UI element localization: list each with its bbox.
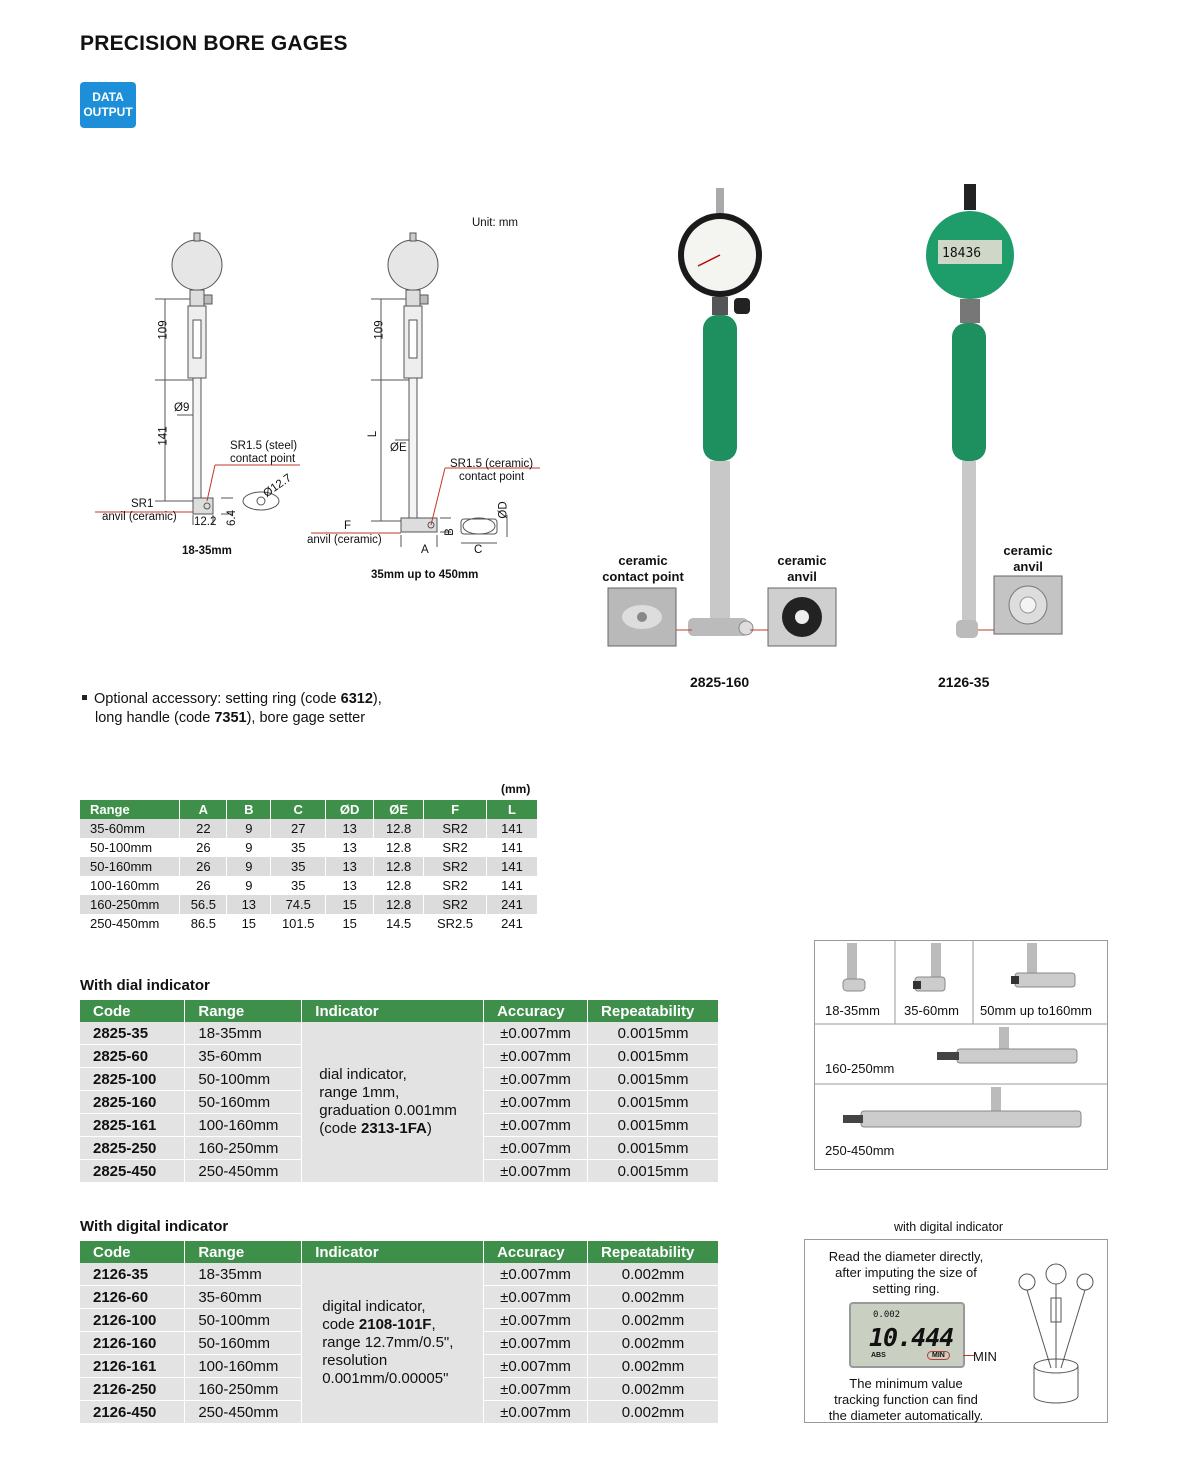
dim-109-right: 109 (373, 320, 386, 340)
code-cell: 2825-60 (80, 1045, 185, 1068)
table-cell: 160-250mm (80, 895, 180, 914)
dimension-table (80, 800, 538, 933)
code-cell: 2126-160 (80, 1332, 185, 1355)
repeatability-cell: 0.002mm (588, 1378, 719, 1401)
spec-col-header: Range (185, 1241, 302, 1263)
table-cell: 241 (487, 914, 538, 933)
table-cell: 50-160mm (80, 857, 180, 876)
range-cell: 35-60mm (185, 1045, 302, 1068)
range-cell: 250-450mm (185, 1401, 302, 1424)
code-cell: 2126-161 (80, 1355, 185, 1378)
accuracy-cell: ±0.007mm (484, 1378, 588, 1401)
digital-section-title: With digital indicator (80, 1218, 229, 1235)
ceramic-anvil-label-a2: anvil (787, 569, 817, 584)
repeatability-cell: 0.0015mm (588, 1091, 719, 1114)
table-cell: 12.8 (374, 857, 424, 876)
code-cell: 2126-250 (80, 1378, 185, 1401)
table-cell: 15 (326, 895, 374, 914)
lcd-display: 0.002 10.444 ABS MIN (849, 1302, 965, 1368)
table-cell: 26 (180, 876, 227, 895)
ceramic-anvil-label-a1: ceramic (777, 553, 827, 568)
anvil-label-right-2: anvil (ceramic) (307, 534, 382, 546)
dim-col-header: B (227, 800, 271, 819)
repeatability-cell: 0.0015mm (588, 1137, 719, 1160)
table-row (80, 857, 538, 876)
repeatability-cell: 0.002mm (588, 1263, 719, 1286)
table-cell: 56.5 (180, 895, 227, 914)
setting-ring-illustration (1011, 1258, 1101, 1408)
contact-label-right-2: contact point (459, 471, 525, 483)
table-cell: 100-160mm (80, 876, 180, 895)
ceramic-anvil-label-b (994, 543, 1062, 575)
digital-reading: 18436 (942, 246, 982, 261)
table-cell: 35-60mm (80, 819, 180, 838)
read-line-2: after imputing the size of (835, 1265, 977, 1280)
contact-label-right-1: SR1.5 (ceramic) (450, 458, 534, 470)
digital-info-box (804, 1239, 1108, 1423)
variant-50-160: 50mm up to160mm (980, 1003, 1092, 1018)
repeatability-cell: 0.0015mm (588, 1114, 719, 1137)
table-cell: 35 (271, 838, 326, 857)
badge-line-1: DATA (92, 90, 124, 104)
table-row (80, 876, 538, 895)
bullet-icon (82, 695, 87, 700)
dim-col-header: A (180, 800, 227, 819)
dial-face-right (388, 240, 438, 290)
table-cell: 9 (227, 857, 271, 876)
contact-label-left-2: contact point (230, 453, 296, 465)
dim-B-label: B (443, 528, 456, 536)
table-cell: 15 (326, 914, 374, 933)
table-cell: 50-100mm (80, 838, 180, 857)
accuracy-cell: ±0.007mm (484, 1137, 588, 1160)
table-row (80, 838, 538, 857)
repeatability-cell: 0.0015mm (588, 1022, 719, 1045)
dim-col-header: ØD (326, 800, 374, 819)
repeatability-cell: 0.002mm (588, 1286, 719, 1309)
dim-col-header: F (424, 800, 487, 819)
ceramic-anvil-label-b2: anvil (1013, 559, 1043, 574)
caption-35-450: 35mm up to 450mm (371, 569, 479, 581)
table-cell: SR2 (424, 838, 487, 857)
spec-col-header: Code (80, 1241, 185, 1263)
table-cell: 241 (487, 895, 538, 914)
code-cell: 2825-35 (80, 1022, 185, 1045)
badge-line-2: OUTPUT (83, 105, 133, 119)
table-cell: SR2 (424, 895, 487, 914)
read-line-3: setting ring. (872, 1281, 940, 1296)
repeatability-cell: 0.0015mm (588, 1045, 719, 1068)
ceramic-anvil-label-a (768, 553, 836, 585)
code-cell: 2126-35 (80, 1263, 185, 1286)
repeatability-cell: 0.0015mm (588, 1160, 719, 1183)
contact-label-left-1: SR1.5 (steel) (230, 440, 298, 452)
variant-250-450: 250-450mm (825, 1143, 895, 1158)
table-cell: 22 (180, 819, 227, 838)
table-row (80, 914, 538, 933)
range-cell: 160-250mm (185, 1137, 302, 1160)
spec-col-header: Accuracy (484, 1000, 588, 1022)
range-cell: 35-60mm (185, 1286, 302, 1309)
digital-info-caption: with digital indicator (894, 1220, 1004, 1234)
table-cell: 9 (227, 876, 271, 895)
dial-section-title: With dial indicator (80, 977, 210, 994)
ceramic-contact-label-2: contact point (602, 569, 684, 584)
model-dial: 2825-160 (690, 674, 750, 690)
dim-6-4-label: 6.4 (226, 510, 238, 526)
dim-col-header: L (487, 800, 538, 819)
table-cell: 141 (487, 857, 538, 876)
track-line-2: tracking function can find (834, 1392, 978, 1407)
table-row (80, 819, 538, 838)
dia-9-label: Ø9 (174, 402, 190, 414)
min-label: MIN (973, 1349, 997, 1364)
accuracy-cell: ±0.007mm (484, 1401, 588, 1424)
dim-A-label: A (421, 544, 429, 556)
table-cell: 35 (271, 876, 326, 895)
table-cell: 141 (487, 838, 538, 857)
lcd-value: 10.444 (869, 1323, 954, 1352)
table-cell: 13 (326, 857, 374, 876)
dim-141-left: 141 (157, 426, 170, 446)
range-cell: 50-160mm (185, 1332, 302, 1355)
dia-E-label: ØE (390, 442, 407, 454)
dim-col-header: C (271, 800, 326, 819)
accuracy-cell: ±0.007mm (484, 1068, 588, 1091)
accessory-note: Optional accessory: setting ring (code 6312), long handle (code 7351), bore gage setter (82, 690, 382, 728)
spec-col-header: Range (185, 1000, 302, 1022)
repeatability-cell: 0.0015mm (588, 1068, 719, 1091)
table-cell: 74.5 (271, 895, 326, 914)
table-cell: SR2 (424, 819, 487, 838)
accuracy-cell: ±0.007mm (484, 1114, 588, 1137)
table-cell: 9 (227, 819, 271, 838)
table-cell: 15 (227, 914, 271, 933)
table-cell: 13 (326, 819, 374, 838)
range-cell: 18-35mm (185, 1022, 302, 1045)
table-cell: 26 (180, 857, 227, 876)
data-output-badge (80, 82, 136, 128)
code-cell: 2825-450 (80, 1160, 185, 1183)
anvil-variants-box (814, 940, 1108, 1170)
table-cell: 26 (180, 838, 227, 857)
repeatability-cell: 0.002mm (588, 1332, 719, 1355)
anvil-label-left-2: anvil (ceramic) (102, 511, 177, 523)
accuracy-cell: ±0.007mm (484, 1263, 588, 1286)
ceramic-anvil-label-b1: ceramic (1003, 543, 1053, 558)
dim-col-header: ØE (374, 800, 424, 819)
repeatability-cell: 0.002mm (588, 1309, 719, 1332)
product-photos (600, 180, 1080, 660)
accuracy-cell: ±0.007mm (484, 1355, 588, 1378)
repeatability-cell: 0.002mm (588, 1401, 719, 1424)
table-cell: 12.8 (374, 819, 424, 838)
spec-col-header: Repeatability (588, 1000, 719, 1022)
variant-160-250: 160-250mm (825, 1061, 895, 1076)
dim-C-label: C (474, 544, 483, 556)
caption-18-35: 18-35mm (182, 545, 232, 557)
track-line-3: the diameter automatically. (828, 1408, 984, 1423)
code-cell: 2126-450 (80, 1401, 185, 1424)
table-cell: 27 (271, 819, 326, 838)
table-cell: 14.5 (374, 914, 424, 933)
dim-col-header: Range (80, 800, 180, 819)
accuracy-cell: ±0.007mm (484, 1045, 588, 1068)
spec-col-header: Indicator (302, 1000, 484, 1022)
range-cell: 160-250mm (185, 1378, 302, 1401)
range-cell: 250-450mm (185, 1160, 302, 1183)
accuracy-cell: ±0.007mm (484, 1332, 588, 1355)
code-cell: 2825-250 (80, 1137, 185, 1160)
repeatability-cell: 0.002mm (588, 1355, 719, 1378)
anvil-label-right-1: F (344, 520, 352, 532)
code-cell: 2126-100 (80, 1309, 185, 1332)
dim-L-label: L (367, 430, 380, 438)
table-cell: SR2.5 (424, 914, 487, 933)
dim-12-2-label: 12.2 (194, 516, 217, 528)
diagram-unit: Unit: mm (472, 217, 518, 229)
table-cell: 12.8 (374, 876, 424, 895)
spec-col-header: Repeatability (588, 1241, 719, 1263)
accuracy-cell: ±0.007mm (484, 1022, 588, 1045)
table-cell: SR2 (424, 857, 487, 876)
table-row (80, 1022, 719, 1045)
table-cell: 12.8 (374, 838, 424, 857)
spec-col-header: Code (80, 1000, 185, 1022)
dia-12-7-label: Ø12.7 (261, 472, 294, 500)
dimension-unit: (mm) (501, 782, 531, 796)
table-cell: 86.5 (180, 914, 227, 933)
accuracy-cell: ±0.007mm (484, 1309, 588, 1332)
range-cell: 50-100mm (185, 1068, 302, 1091)
code-cell: 2126-60 (80, 1286, 185, 1309)
table-cell: SR2 (424, 876, 487, 895)
dial-face-left (172, 240, 222, 290)
accuracy-cell: ±0.007mm (484, 1091, 588, 1114)
table-cell: 35 (271, 857, 326, 876)
variant-35-60: 35-60mm (904, 1003, 959, 1018)
range-cell: 50-160mm (185, 1091, 302, 1114)
ceramic-contact-label-1: ceramic (618, 553, 668, 568)
range-cell: 50-100mm (185, 1309, 302, 1332)
table-cell: 250-450mm (80, 914, 180, 933)
table-row (80, 895, 538, 914)
spec-col-header: Accuracy (484, 1241, 588, 1263)
range-cell: 100-160mm (185, 1114, 302, 1137)
variant-18-35: 18-35mm (825, 1003, 880, 1018)
table-cell: 13 (227, 895, 271, 914)
model-digital: 2126-35 (938, 674, 990, 690)
code-cell: 2825-100 (80, 1068, 185, 1091)
code-cell: 2825-160 (80, 1091, 185, 1114)
table-cell: 141 (487, 876, 538, 895)
ceramic-contact-label (598, 553, 688, 585)
indicator-cell: dial indicator, range 1mm, graduation 0.001mm (code 2313-1FA) (302, 1022, 484, 1183)
table-cell: 9 (227, 838, 271, 857)
accuracy-cell: ±0.007mm (484, 1160, 588, 1183)
table-row (80, 1263, 719, 1286)
table-cell: 12.8 (374, 895, 424, 914)
range-cell: 100-160mm (185, 1355, 302, 1378)
digital-spec-table (80, 1241, 719, 1424)
anvil-label-left-1: SR1 (131, 498, 154, 510)
green-handle (703, 315, 737, 461)
dim-109-left: 109 (157, 320, 170, 340)
table-cell: 141 (487, 819, 538, 838)
indicator-cell: digital indicator, code 2108-101F, range 12.7mm/0.5", resolution 0.001mm/0.00005" (302, 1263, 484, 1424)
spec-col-header: Indicator (302, 1241, 484, 1263)
table-cell: 13 (326, 838, 374, 857)
dia-D-label: ØD (497, 501, 510, 519)
code-cell: 2825-161 (80, 1114, 185, 1137)
read-line-1: Read the diameter directly, (828, 1249, 984, 1264)
page-title: PRECISION BORE GAGES (80, 32, 348, 55)
dial-spec-table (80, 1000, 719, 1183)
track-line-1: The minimum value (849, 1376, 963, 1391)
accuracy-cell: ±0.007mm (484, 1286, 588, 1309)
range-cell: 18-35mm (185, 1263, 302, 1286)
table-cell: 101.5 (271, 914, 326, 933)
table-cell: 13 (326, 876, 374, 895)
